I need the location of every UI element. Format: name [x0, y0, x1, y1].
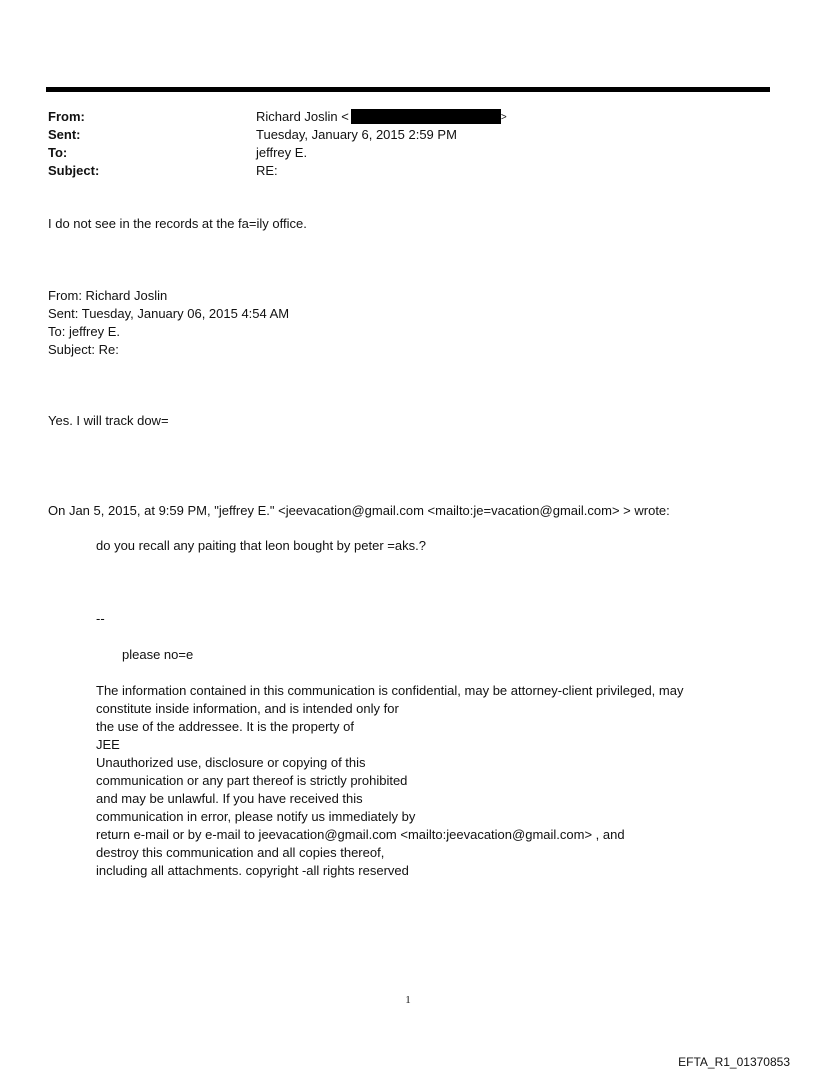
disclaimer-line: the use of the addressee. It is the property of	[96, 719, 354, 734]
to-label: To:	[48, 145, 68, 160]
signature-separator: --	[96, 611, 105, 626]
quoted-header	[48, 287, 289, 359]
quoted-reply: Yes. I will track dow=	[48, 413, 169, 428]
sent-value: Tuesday, January 6, 2015 2:59 PM	[256, 127, 457, 142]
quoted-subject: Subject: Re:	[48, 342, 119, 357]
disclaimer-line: constitute inside information, and is intended only for	[96, 701, 399, 716]
disclaimer-line: and may be unlawful. If you have received this	[96, 791, 363, 806]
sender-name: Richard Joslin <	[256, 109, 349, 124]
from-label: From:	[48, 109, 85, 124]
disclaimer-line: JEE	[96, 737, 120, 752]
disclaimer-line: Unauthorized use, disclosure or copying of this	[96, 755, 366, 770]
bates-number: EFTA_R1_01370853	[678, 1055, 790, 1069]
to-row	[48, 144, 748, 162]
page-number: 1	[405, 994, 411, 1006]
to-value: jeffrey E.	[256, 145, 308, 160]
disclaimer-line: destroy this communication and all copies thereof,	[96, 845, 385, 860]
sender-bracket-close: >	[500, 112, 507, 123]
signature-note: please no=e	[122, 647, 194, 662]
disclaimer-line: return e-mail or by e-mail to jeevacation@gmail.com <mailto:jeevacation@gmail.com> , and	[96, 827, 625, 842]
quoted-from: From: Richard Joslin	[48, 288, 168, 303]
sent-label: Sent:	[48, 127, 81, 142]
email-header	[48, 108, 748, 180]
disclaimer-line: communication in error, please notify us immediately by	[96, 809, 416, 824]
quoted-to: To: jeffrey E.	[48, 324, 121, 339]
from-row	[48, 108, 748, 126]
disclaimer-line: including all attachments. copyright -all rights reserved	[96, 863, 409, 878]
attribution-line: On Jan 5, 2015, at 9:59 PM, "jeffrey E." <jeevacation@gmail.com <mailto:je=vacation@gmail.com> > wrote:	[48, 503, 670, 518]
reply-text: I do not see in the records at the fa=ily office.	[48, 216, 307, 231]
from-value	[256, 108, 748, 126]
subject-row	[48, 162, 748, 180]
header-divider	[46, 87, 770, 92]
sent-row	[48, 126, 748, 144]
original-message: do you recall any paiting that leon bought by peter =aks.?	[96, 538, 426, 553]
confidentiality-disclaimer	[96, 682, 683, 880]
quoted-sent: Sent: Tuesday, January 06, 2015 4:54 AM	[48, 306, 290, 321]
subject-value: RE:	[256, 163, 278, 178]
subject-label: Subject:	[48, 163, 100, 178]
disclaimer-line: communication or any part thereof is strictly prohibited	[96, 773, 408, 788]
disclaimer-line: The information contained in this communication is confidential, may be attorney-client privileged, may	[96, 683, 684, 698]
redaction-block	[351, 109, 501, 124]
